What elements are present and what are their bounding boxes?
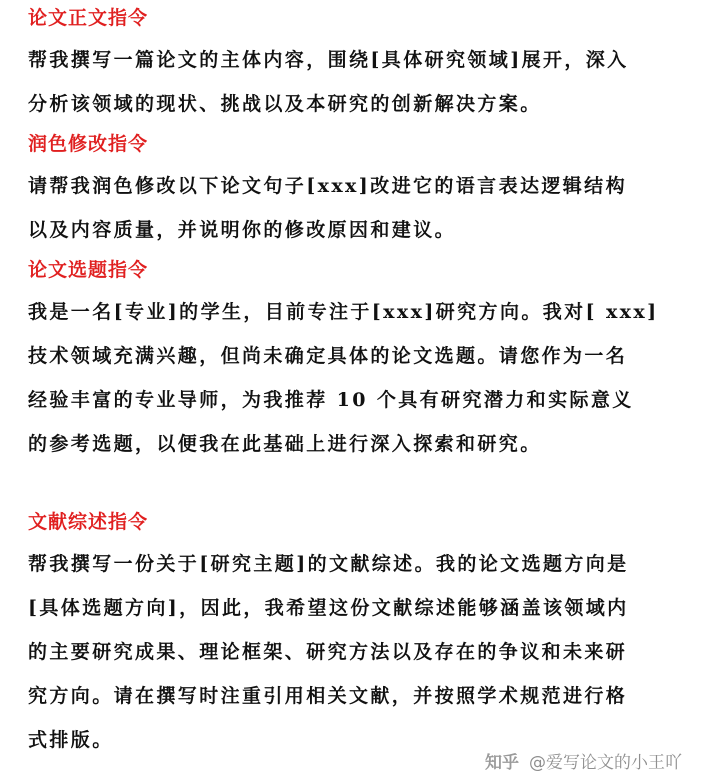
document-body (28, 0, 688, 762)
paragraph-line: 以及内容质量，并说明你的修改原因和建议。 (28, 219, 457, 241)
section-heading: 论文选题指令 (28, 259, 149, 281)
section-heading: 文献综述指令 (28, 511, 149, 533)
paragraph-line: [具体选题方向]，因此，我希望这份文献综述能够涵盖该领域内 (28, 597, 629, 619)
watermark-author: @爱写论文的小王吖 (529, 753, 682, 773)
paragraph-line: 技术领域充满兴趣，但尚未确定具体的论文选题。请您作为一名 (28, 345, 628, 367)
section-thesis-body (28, 6, 688, 126)
paragraph-line: 帮我撰写一份关于[研究主题]的文献综述。我的论文选题方向是 (28, 553, 629, 575)
paragraph-line: 帮我撰写一篇论文的主体内容，围绕[具体研究领域]展开，深入 (28, 49, 629, 71)
section-literature-review (28, 510, 688, 762)
section-polish (28, 132, 688, 252)
paragraph-line: 的参考选题，以便我在此基础上进行深入探索和研究。 (28, 433, 542, 455)
paragraph-line: 我是一名[专业]的学生，目前专注于[xxx]研究方向。我对[ xxx] (28, 301, 659, 323)
paragraph-line: 请帮我润色修改以下论文句子[xxx]改进它的语言表达逻辑结构 (28, 175, 627, 197)
section-heading: 论文正文指令 (28, 7, 149, 29)
paragraph-line: 式排版。 (28, 729, 114, 751)
paragraph-line: 经验丰富的专业导师，为我推荐 10 个具有研究潜力和实际意义 (28, 389, 634, 411)
watermark (485, 748, 682, 773)
section-heading: 润色修改指令 (28, 133, 149, 155)
paragraph-line: 究方向。请在撰写时注重引用相关文献，并按照学术规范进行格 (28, 685, 628, 707)
zhihu-logo: 知乎 (485, 753, 519, 773)
paragraph-line: 分析该领域的现状、挑战以及本研究的创新解决方案。 (28, 93, 542, 115)
paragraph-line: 的主要研究成果、理论框架、研究方法以及存在的争议和未来研 (28, 641, 628, 663)
section-topic (28, 258, 688, 466)
section-spacer (28, 466, 688, 504)
